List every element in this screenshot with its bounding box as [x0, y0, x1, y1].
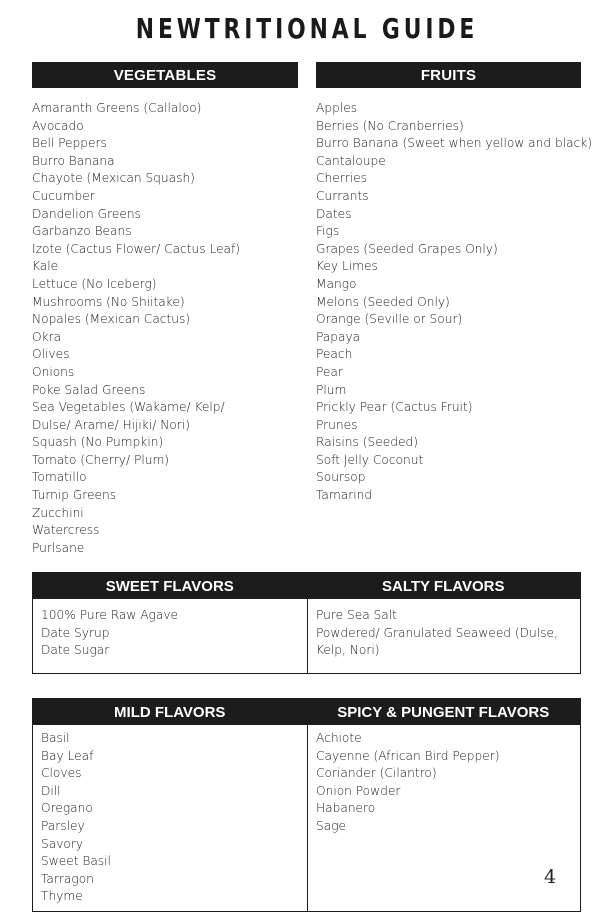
- list-item: Purlsane: [32, 540, 85, 555]
- list-item: Kale: [32, 259, 59, 274]
- list-item: Lettuce (No Iceberg): [32, 276, 157, 291]
- list-item: Habanero: [316, 801, 376, 816]
- sweet-flavors-header: SWEET FLAVORS: [105, 577, 234, 595]
- page-title: NEWTRITIONAL GUIDE: [135, 12, 479, 45]
- mild-spicy-table: [32, 698, 581, 912]
- list-item: Tomato (Cherry/ Plum): [32, 452, 170, 467]
- list-item: Cayenne (African Bird Pepper): [316, 748, 500, 763]
- list-item: Parsley: [41, 818, 85, 833]
- list-item: Cherries: [316, 171, 367, 186]
- vegetables-list: [32, 100, 240, 557]
- list-item: 100% Pure Raw Agave: [41, 608, 179, 622]
- list-item: Coriander (Cilantro): [316, 766, 437, 781]
- list-item: Cloves: [41, 766, 82, 781]
- list-item: Currants: [316, 188, 369, 203]
- list-item: Squash (No Pumpkin): [32, 435, 164, 450]
- list-item: Dates: [316, 206, 352, 221]
- list-item: Melons (Seeded Only): [316, 294, 450, 309]
- list-item: Zucchini: [32, 505, 84, 520]
- list-item: Chayote (Mexican Squash): [32, 171, 195, 186]
- list-item: Burro Banana (Sweet when yellow and black): [316, 136, 593, 151]
- list-item: Mango: [316, 276, 357, 291]
- list-item: Tamarind: [316, 488, 373, 503]
- list-item: Bay Leaf: [41, 748, 94, 763]
- list-item: Apples: [316, 101, 358, 115]
- list-item: Garbanzo Beans: [32, 224, 132, 239]
- list-item: Nopales (Mexican Cactus): [32, 312, 191, 327]
- list-item: Peach: [316, 347, 353, 362]
- sweet-salty-table: [32, 572, 581, 674]
- column-divider: [307, 725, 308, 911]
- list-item: Savory: [41, 836, 84, 851]
- list-item: Cantaloupe: [316, 153, 386, 168]
- spicy-flavors-list: [316, 730, 500, 836]
- list-item: Kelp, Nori): [316, 643, 380, 658]
- list-item: Watercress: [32, 523, 100, 538]
- list-item: Cucumber: [32, 188, 95, 203]
- list-item: Dandelion Greens: [32, 206, 141, 221]
- list-item: Soft Jelly Coconut: [316, 452, 424, 467]
- list-item: Sea Vegetables (Wakame/ Kelp/: [32, 400, 225, 415]
- list-item: Achiote: [316, 731, 362, 745]
- list-item: Bell Peppers: [32, 136, 107, 151]
- list-item: Prunes: [316, 417, 358, 432]
- list-item: Mushrooms (No Shiitake): [32, 294, 185, 309]
- fruits-list: [316, 100, 592, 505]
- vegetables-header: VEGETABLES: [32, 62, 298, 88]
- salty-flavors-list: [316, 607, 558, 660]
- list-item: Izote (Cactus Flower/ Cactus Leaf): [32, 241, 241, 256]
- spicy-pungent-flavors-header: SPICY & PUNGENT FLAVORS: [337, 703, 550, 721]
- list-item: Figs: [316, 224, 340, 239]
- list-item: Date Syrup: [41, 625, 110, 640]
- list-item: Tarragon: [41, 871, 94, 886]
- list-item: Onions: [32, 364, 75, 379]
- list-item: Grapes (Seeded Grapes Only): [316, 241, 498, 256]
- list-item: Key Limes: [316, 259, 378, 274]
- list-item: Berries (No Cranberries): [316, 118, 464, 133]
- list-item: Sweet Basil: [41, 854, 111, 869]
- list-item: Oregano: [41, 801, 93, 816]
- list-item: Sage: [316, 818, 347, 833]
- page-number: 4: [544, 866, 557, 888]
- list-item: Okra: [32, 329, 62, 344]
- list-item: Powdered/ Granulated Seaweed (Dulse,: [316, 625, 558, 640]
- list-item: Thyme: [41, 889, 83, 904]
- list-item: Avocado: [32, 118, 84, 133]
- list-item: Date Sugar: [41, 643, 110, 658]
- list-item: Raisins (Seeded): [316, 435, 418, 450]
- fruits-header: FRUITS: [316, 62, 581, 88]
- list-item: Burro Banana: [32, 153, 115, 168]
- column-divider: [307, 599, 308, 673]
- list-item: Dill: [41, 783, 61, 798]
- list-item: Tomatillo: [32, 470, 87, 485]
- list-item: Plum: [316, 382, 347, 397]
- list-item: Orange (Seville or Sour): [316, 312, 463, 327]
- list-item: Amaranth Greens (Callaloo): [32, 101, 202, 115]
- list-item: Poke Salad Greens: [32, 382, 146, 397]
- list-item: Prickly Pear (Cactus Fruit): [316, 400, 473, 415]
- list-item: Soursop: [316, 470, 366, 485]
- list-item: Pear: [316, 364, 343, 379]
- list-item: Olives: [32, 347, 70, 362]
- list-item: Basil: [41, 731, 70, 745]
- mild-flavors-header: MILD FLAVORS: [114, 703, 226, 721]
- list-item: Turnip Greens: [32, 488, 117, 503]
- sweet-flavors-list: [41, 607, 178, 660]
- list-item: Papaya: [316, 329, 361, 344]
- list-item: Dulse/ Arame/ Hijiki/ Nori): [32, 417, 190, 432]
- salty-flavors-header: SALTY FLAVORS: [381, 577, 505, 595]
- list-item: Onion Powder: [316, 783, 401, 798]
- list-item: Pure Sea Salt: [316, 608, 397, 622]
- mild-flavors-list: [41, 730, 111, 906]
